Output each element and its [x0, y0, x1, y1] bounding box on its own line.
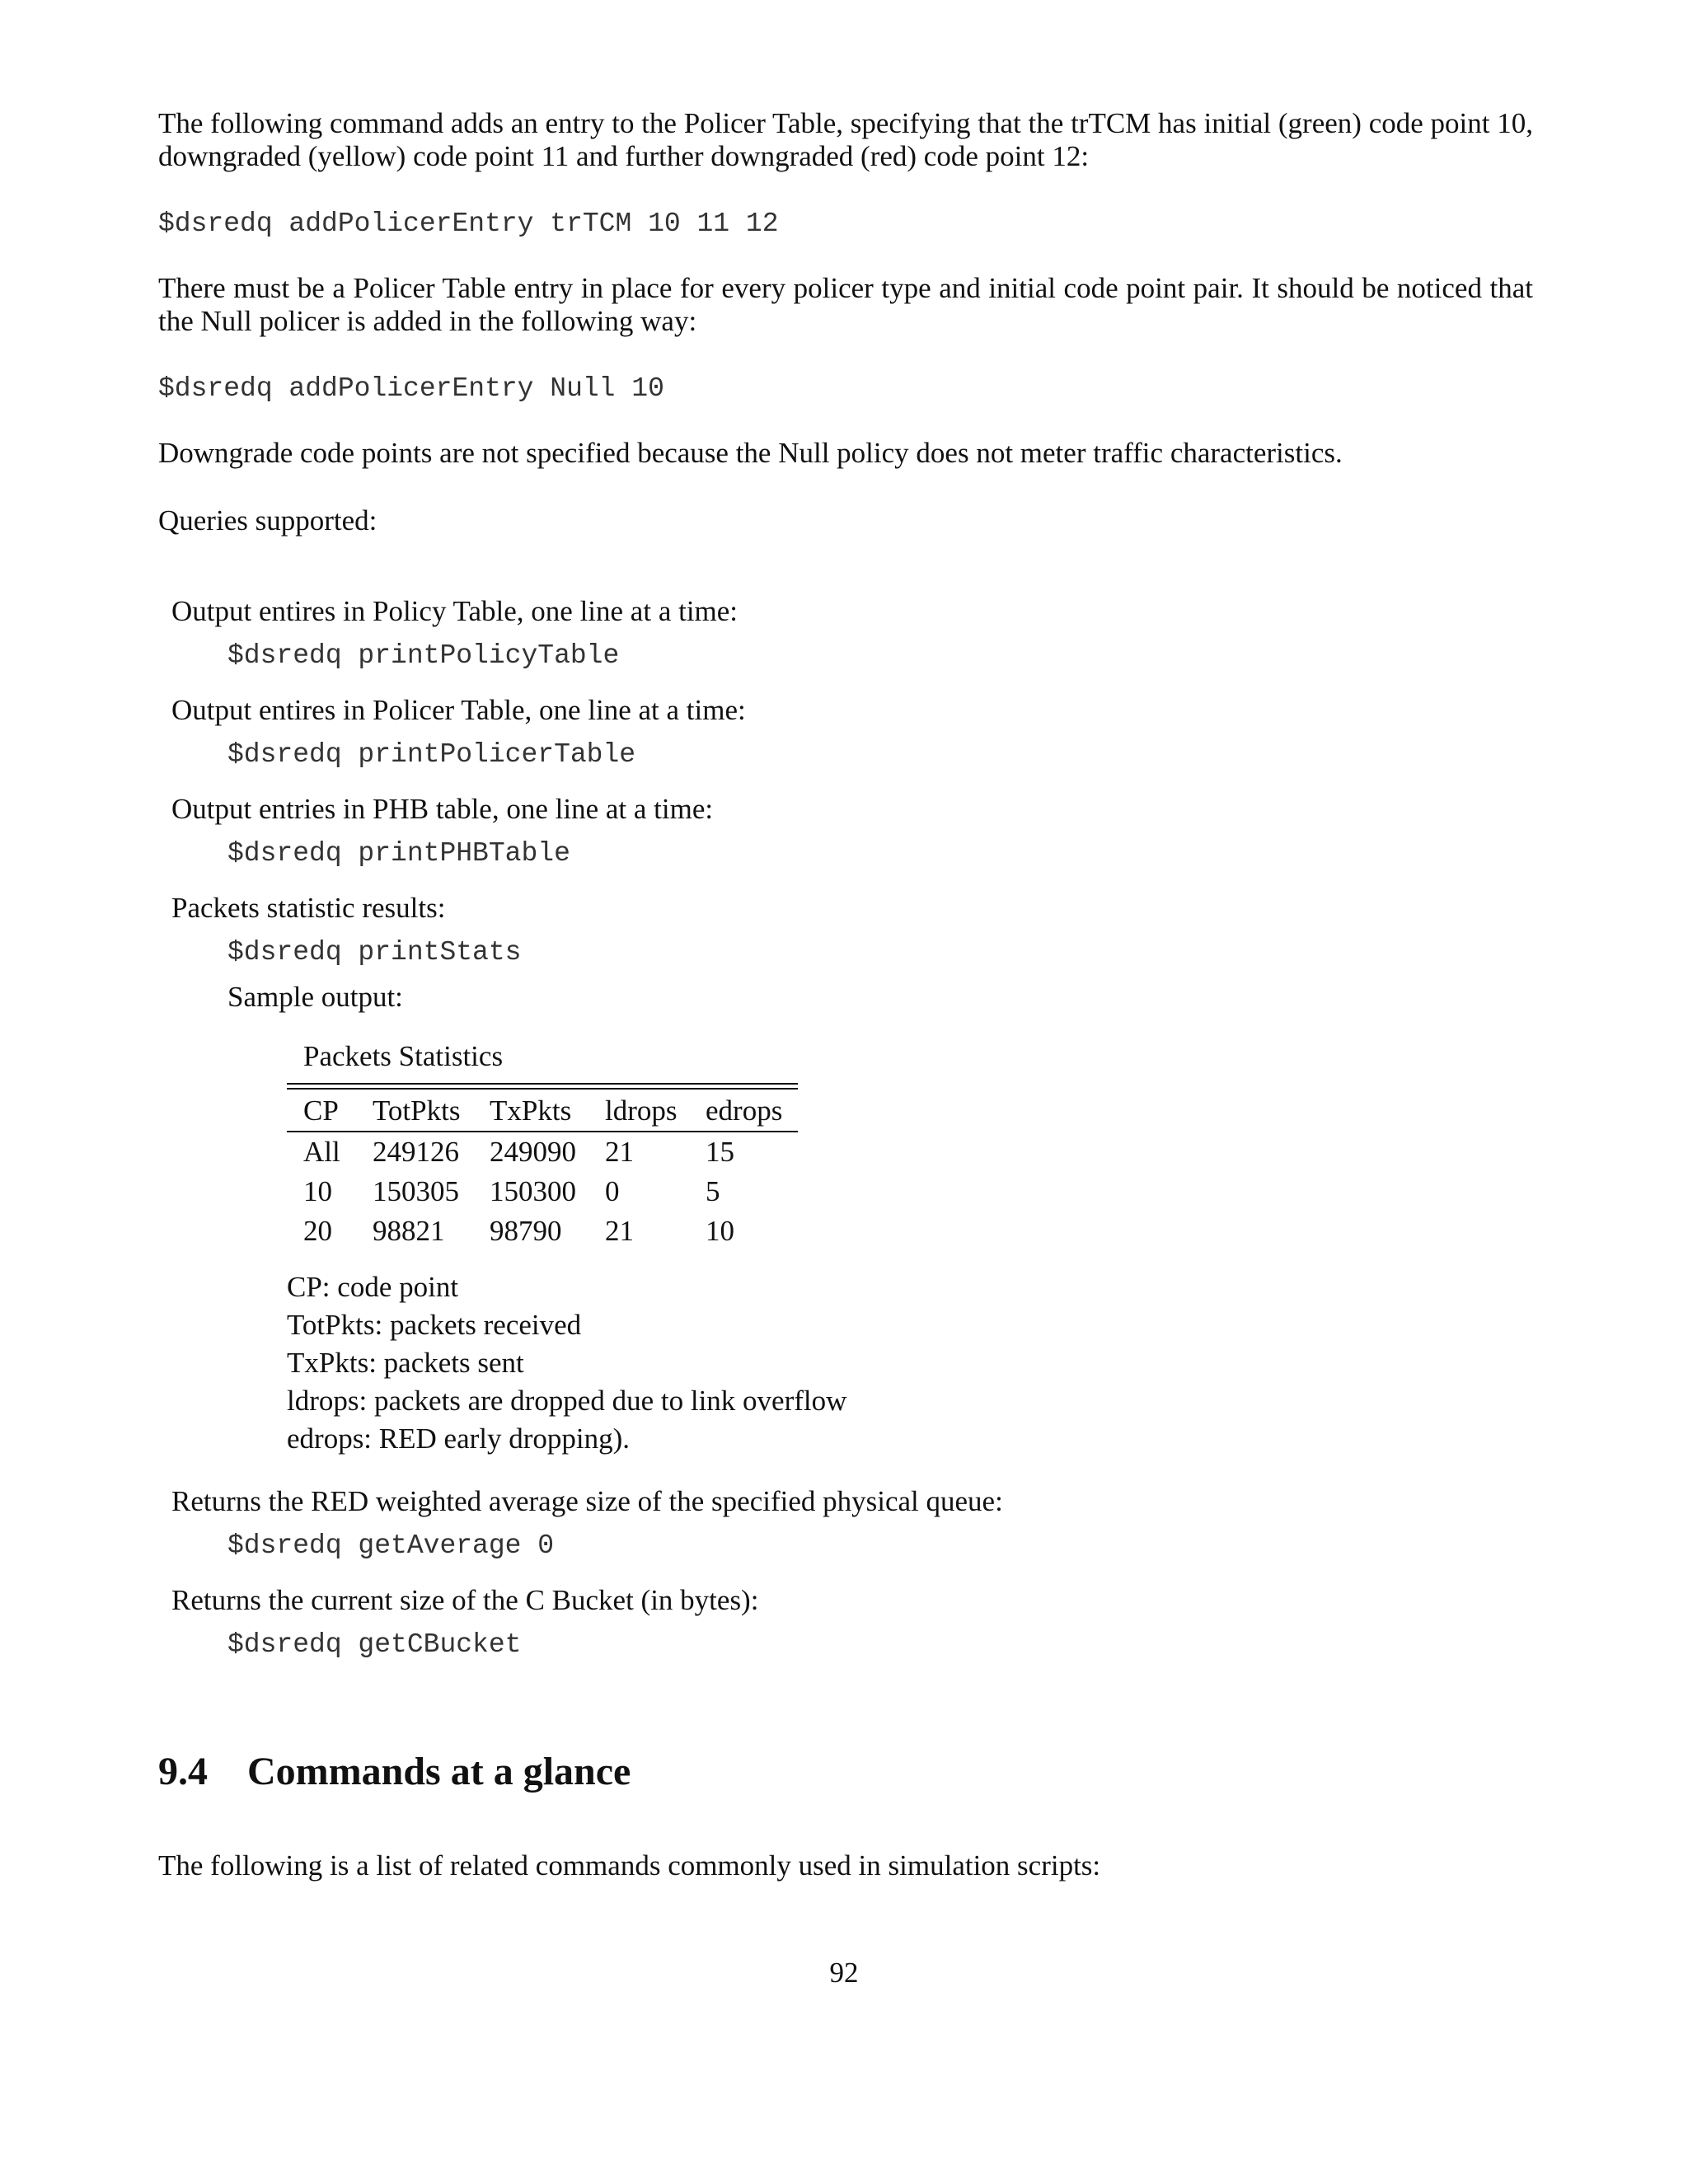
legend-ldrops: ldrops: packets are dropped due to link overflow [287, 1385, 847, 1417]
cell-ldrops: 21 [605, 1136, 634, 1168]
header-totpkts: TotPkts [373, 1094, 461, 1127]
cell-ldrops: 0 [605, 1175, 620, 1207]
section-heading [158, 1749, 631, 1795]
section-title: Commands at a glance [247, 1750, 631, 1793]
queries-label: Queries supported: [158, 504, 377, 537]
cell-txpkts: 249090 [490, 1136, 576, 1168]
query-label-policer-table: Output entires in Policer Table, one line at a time: [171, 694, 746, 726]
cell-edrops: 5 [706, 1175, 720, 1207]
query-label-policy-table: Output entires in Policy Table, one line at a time: [171, 595, 738, 627]
legend-cp: CP: code point [287, 1271, 459, 1303]
cell-cp: All [303, 1136, 340, 1168]
cell-cp: 20 [303, 1215, 332, 1247]
table-top-rule-1 [287, 1083, 798, 1085]
code-print-policer-table: $dsredq printPolicerTable [227, 739, 636, 770]
code-add-null: $dsredq addPolicerEntry Null 10 [158, 373, 664, 404]
query-label-get-cbucket: Returns the current size of the C Bucket (in bytes): [171, 1584, 759, 1616]
cell-totpkts: 98821 [373, 1215, 445, 1247]
legend-edrops: edrops: RED early dropping). [287, 1422, 631, 1455]
code-print-phb-table: $dsredq printPHBTable [227, 838, 570, 869]
query-label-phb-table: Output entries in PHB table, one line at a time: [171, 793, 714, 825]
section-paragraph: The following is a list of related commands commonly used in simulation scripts: [158, 1849, 1101, 1882]
header-ldrops: ldrops [605, 1094, 678, 1127]
cell-txpkts: 98790 [490, 1215, 562, 1247]
code-get-average: $dsredq getAverage 0 [227, 1530, 555, 1561]
cell-cp: 10 [303, 1175, 332, 1207]
cell-txpkts: 150300 [490, 1175, 576, 1207]
header-edrops: edrops [706, 1094, 783, 1127]
section-number: 9.4 [158, 1750, 208, 1793]
cell-totpkts: 150305 [373, 1175, 459, 1207]
legend-txpkts: TxPkts: packets sent [287, 1347, 524, 1379]
query-label-stats: Packets statistic results: [171, 892, 446, 924]
cell-edrops: 15 [706, 1136, 734, 1168]
sample-output-label: Sample output: [227, 981, 403, 1013]
table-top-rule-2 [287, 1088, 798, 1090]
cell-totpkts: 249126 [373, 1136, 459, 1168]
intro-paragraph: The following command adds an entry to the Policer Table, specifying that the trTCM has initial (green) code point 10, downgraded (yellow) code point 11 and further downgraded (red) code point 12: [158, 107, 1533, 172]
query-label-get-average: Returns the RED weighted average size of the specified physical queue: [171, 1485, 1003, 1517]
downgrade-paragraph: Downgrade code points are not specified because the Null policy does not meter traffic characteristics. [158, 437, 1343, 469]
cell-ldrops: 21 [605, 1215, 634, 1247]
cell-edrops: 10 [706, 1215, 734, 1247]
code-print-policy-table: $dsredq printPolicyTable [227, 640, 620, 671]
table-caption: Packets Statistics [303, 1040, 504, 1072]
code-print-stats: $dsredq printStats [227, 937, 522, 968]
null-policer-paragraph: There must be a Policer Table entry in place for every policer type and initial code point pair. It should be noticed that the Null policer is added in the following way: [158, 272, 1533, 337]
code-get-cbucket: $dsredq getCBucket [227, 1629, 522, 1660]
legend-totpkts: TotPkts: packets received [287, 1309, 582, 1341]
header-txpkts: TxPkts [490, 1094, 572, 1127]
page-number: 92 [829, 1957, 859, 1989]
header-cp: CP [303, 1094, 339, 1127]
code-add-trtcm: $dsredq addPolicerEntry trTCM 10 11 12 [158, 209, 779, 239]
